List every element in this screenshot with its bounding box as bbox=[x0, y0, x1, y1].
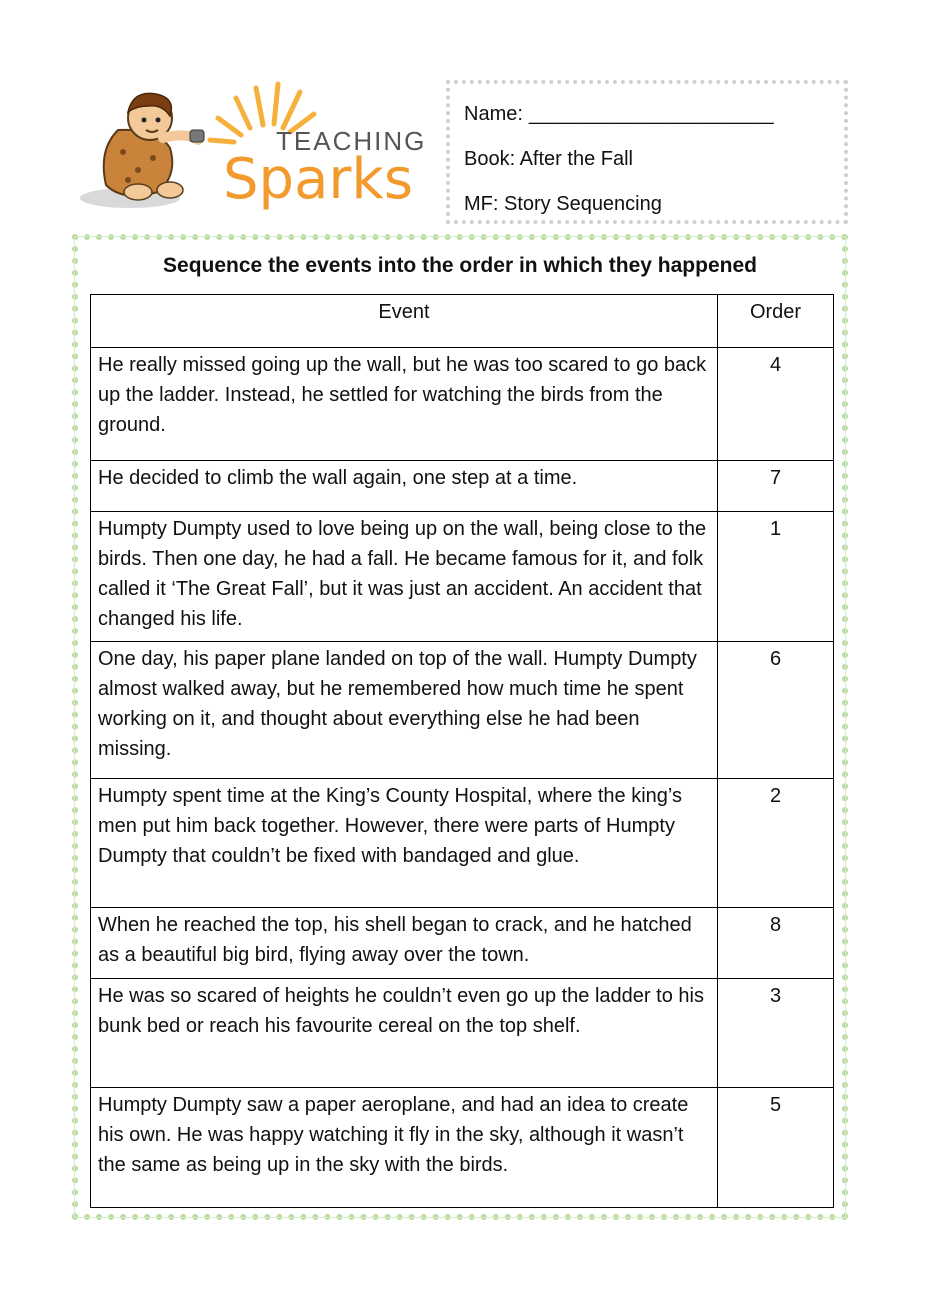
order-cell[interactable]: 7 bbox=[718, 461, 834, 512]
order-column-header: Order bbox=[718, 295, 834, 348]
logo-word-sparks: Sparks bbox=[223, 147, 414, 212]
sequence-table bbox=[90, 294, 834, 1208]
table-row bbox=[91, 979, 834, 1088]
event-cell: Humpty Dumpty used to love being up on the wall, being close to the birds. Then one day, he had a fall. He became famous for it, and folk called it ‘The Great Fall’, but it was just an accident. An accident that changed his life. bbox=[91, 512, 718, 642]
book-line: Book: After the Fall bbox=[464, 148, 633, 170]
name-label: Name: bbox=[464, 103, 523, 125]
order-cell[interactable]: 5 bbox=[718, 1088, 834, 1208]
order-cell[interactable]: 6 bbox=[718, 642, 834, 779]
event-cell: Humpty spent time at the King’s County Hospital, where the king’s men put him back together. However, there were parts of Humpty Dumpty that couldn’t be fixed with bandaged and glue. bbox=[91, 779, 718, 908]
name-line bbox=[464, 92, 830, 137]
order-cell[interactable]: 8 bbox=[718, 908, 834, 979]
event-cell: When he reached the top, his shell began to crack, and he hatched as a beautiful big bird, flying away over the town. bbox=[91, 908, 718, 979]
event-cell: He was so scared of heights he couldn’t even go up the ladder to his bunk bed or reach his favourite cereal on the top shelf. bbox=[91, 979, 718, 1088]
event-cell: He decided to climb the wall again, one step at a time. bbox=[91, 461, 718, 512]
table-row bbox=[91, 1088, 834, 1208]
event-cell: He really missed going up the wall, but he was too scared to go back up the ladder. Instead, he settled for watching the birds from the ground. bbox=[91, 348, 718, 461]
table-row bbox=[91, 908, 834, 979]
order-cell[interactable]: 1 bbox=[718, 512, 834, 642]
table-row bbox=[91, 512, 834, 642]
table-row bbox=[91, 642, 834, 779]
order-cell[interactable]: 4 bbox=[718, 348, 834, 461]
event-cell: One day, his paper plane landed on top of the wall. Humpty Dumpty almost walked away, but he remembered how much time he spent working on it, and thought about everything else he had been missing. bbox=[91, 642, 718, 779]
name-blank-field[interactable]: ______________________ bbox=[528, 103, 774, 125]
student-info-box bbox=[446, 80, 848, 224]
table-row bbox=[91, 779, 834, 908]
teaching-sparks-logo bbox=[78, 80, 438, 220]
order-cell[interactable]: 2 bbox=[718, 779, 834, 908]
table-row bbox=[91, 461, 834, 512]
table-row bbox=[91, 348, 834, 461]
mf-line: MF: Story Sequencing bbox=[464, 193, 662, 215]
activity-box bbox=[72, 234, 848, 1220]
instruction-heading: Sequence the events into the order in which they happened bbox=[163, 254, 757, 277]
order-cell[interactable]: 3 bbox=[718, 979, 834, 1088]
event-cell: Humpty Dumpty saw a paper aeroplane, and had an idea to create his own. He was happy watching it fly in the sky, although it wasn’t the same as being up in the sky with the birds. bbox=[91, 1088, 718, 1208]
table-header-row bbox=[91, 295, 834, 348]
logo-word-teaching: TEACHING bbox=[276, 126, 427, 156]
event-column-header: Event bbox=[91, 295, 718, 348]
caveman-mascot-icon bbox=[78, 80, 438, 220]
